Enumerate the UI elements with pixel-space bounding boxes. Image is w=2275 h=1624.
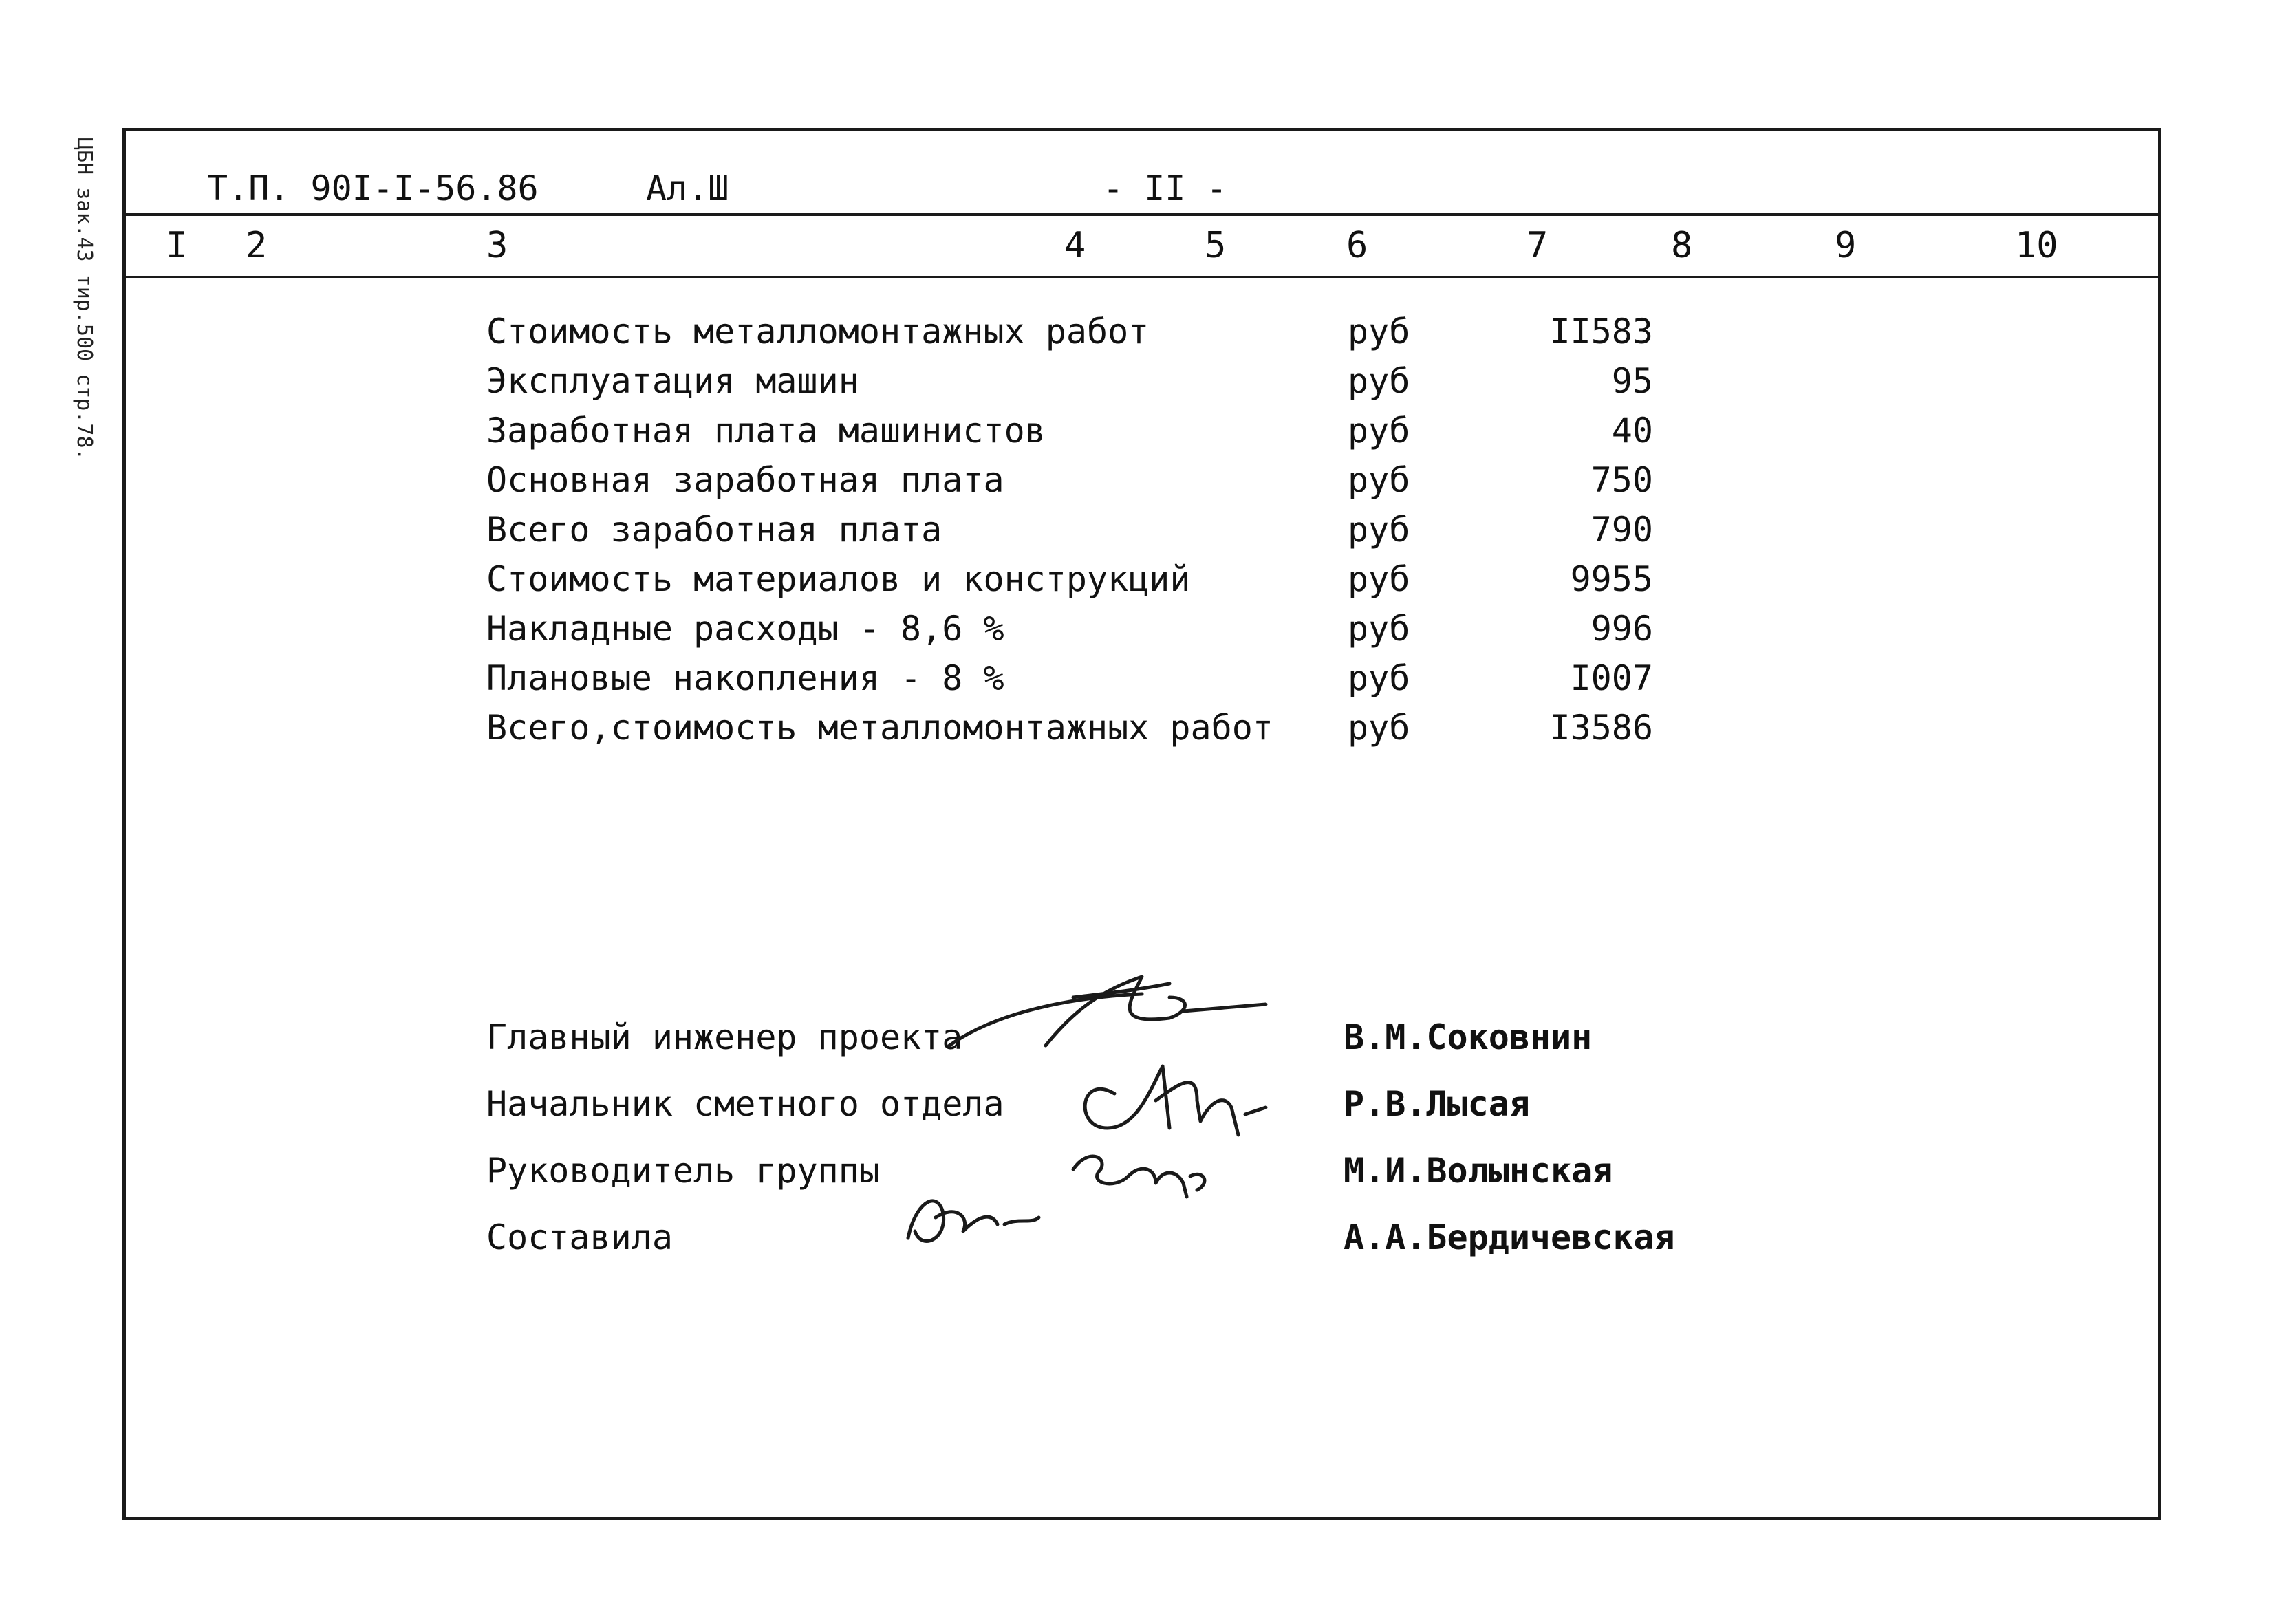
row-value: 95	[1611, 361, 1653, 401]
signature-title: Руководитель группы	[486, 1151, 880, 1191]
row-unit: руб	[1348, 708, 1410, 748]
row-value: I3586	[1549, 708, 1653, 748]
signature-name: М.И.Волынская	[1344, 1151, 1613, 1191]
row-label: Всего заработная плата	[486, 510, 942, 550]
row-unit: руб	[1348, 312, 1410, 351]
row-label: Эксплуатация машин	[486, 361, 859, 401]
row-unit: руб	[1348, 411, 1410, 451]
column-number: 3	[486, 225, 508, 266]
row-value: 40	[1611, 411, 1653, 451]
row-unit: руб	[1348, 510, 1410, 550]
signature-scribble-chief-engineer	[949, 977, 1266, 1046]
column-number: 8	[1671, 225, 1693, 266]
column-number: 4	[1064, 225, 1086, 266]
column-number: 9	[1835, 225, 1857, 266]
row-label: Заработная плата машинистов	[486, 411, 1046, 451]
page-number: - II -	[1103, 169, 1227, 208]
row-label: Всего,стоимость металломонтажных работ	[486, 708, 1273, 748]
row-value: I007	[1570, 658, 1653, 698]
signature-name: Р.В.Лысая	[1344, 1084, 1530, 1124]
album-number: Ал.Ш	[646, 169, 729, 208]
row-label: Плановые накопления - 8 %	[486, 658, 1004, 698]
row-unit: руб	[1348, 361, 1410, 401]
document-code: Т.П. 90I-I-56.86	[207, 169, 539, 208]
row-label: Накладные расходы - 8,6 %	[486, 609, 1004, 649]
side-stamp: ЦБН зак.43 тир.500 стр.78.	[72, 138, 96, 461]
row-value: 790	[1591, 510, 1653, 550]
row-value: 9955	[1570, 559, 1653, 599]
row-label: Стоимость материалов и конструкций	[486, 559, 1191, 599]
row-label: Стоимость металломонтажных работ	[486, 312, 1150, 351]
row-label: Основная заработная плата	[486, 460, 1004, 500]
row-unit: руб	[1348, 559, 1410, 599]
row-value: 996	[1591, 609, 1653, 649]
row-unit: руб	[1348, 460, 1410, 500]
column-number: 10	[2015, 225, 2058, 266]
signature-title: Начальник сметного отдела	[486, 1084, 1004, 1124]
column-number: 7	[1527, 225, 1549, 266]
column-number: 5	[1205, 225, 1227, 266]
signature-name: В.М.Соковнин	[1344, 1017, 1593, 1057]
row-unit: руб	[1348, 609, 1410, 649]
row-value: 750	[1591, 460, 1653, 500]
signature-scribble-group-lead	[1073, 1156, 1205, 1197]
signature-title: Главный инженер проекта	[486, 1017, 963, 1057]
signature-name: А.А.Бердичевская	[1344, 1217, 1675, 1257]
column-number: 2	[246, 225, 268, 266]
signature-title: Составила	[486, 1217, 673, 1257]
column-number: I	[166, 225, 188, 266]
signature-scribble-compiler	[908, 1201, 1039, 1242]
row-unit: руб	[1348, 658, 1410, 698]
column-number: 6	[1346, 225, 1368, 266]
row-value: II583	[1549, 312, 1653, 351]
signature-scribble-estimating-head	[1085, 1066, 1266, 1135]
